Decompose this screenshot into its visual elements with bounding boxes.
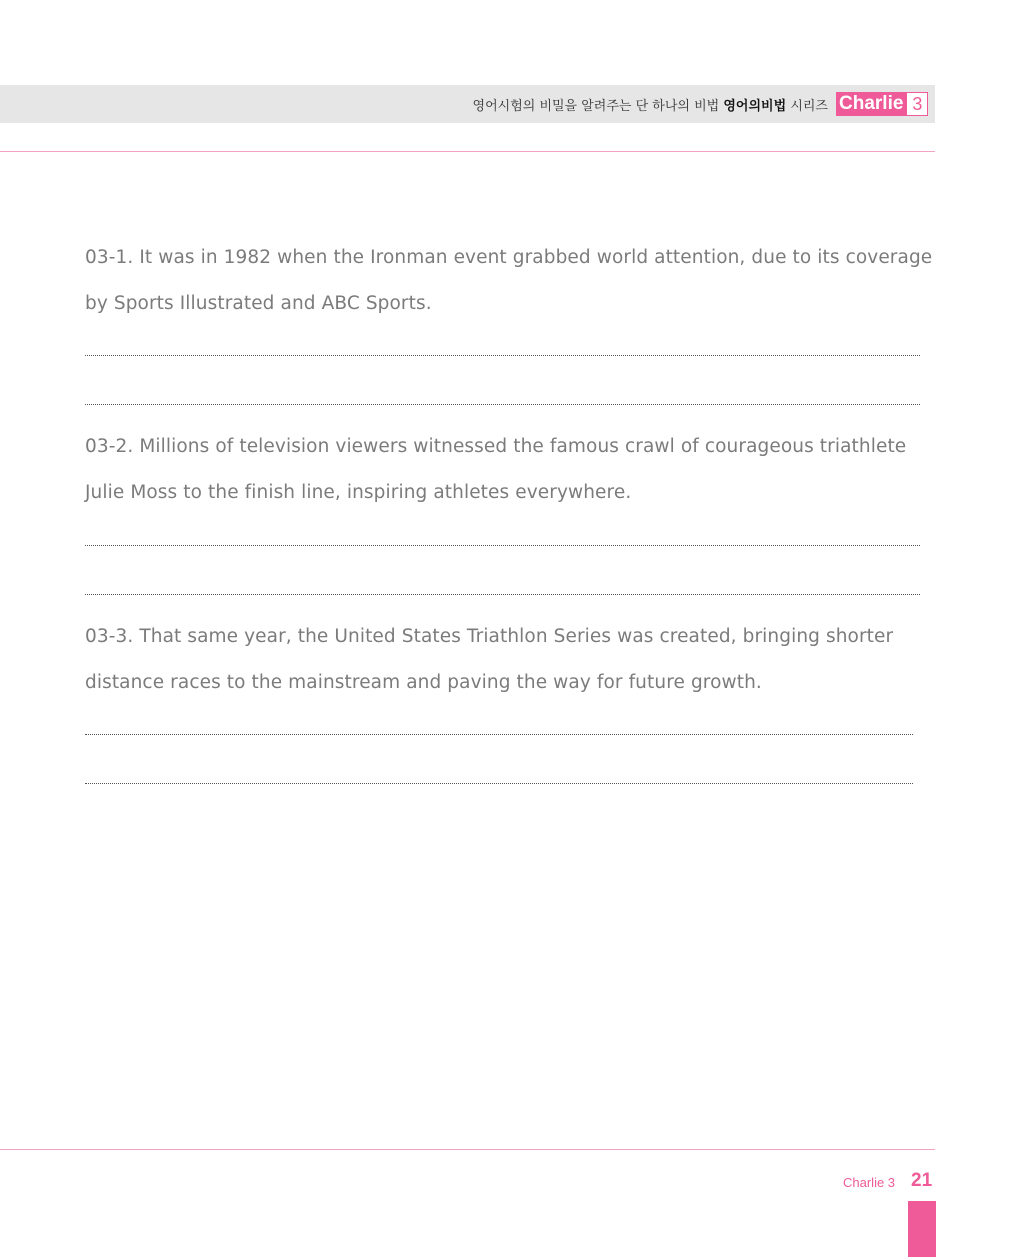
- sentence-line: 03-2. Millions of television viewers witnessed the famous crawl of courageous triathlete: [85, 436, 907, 457]
- exercise-03-2: [85, 424, 937, 516]
- footer-series-label: Charlie 3: [843, 1175, 896, 1190]
- exercise-03-1: [85, 235, 937, 327]
- answer-line[interactable]: [85, 355, 920, 356]
- answer-line[interactable]: [85, 404, 920, 405]
- series-badge: [836, 92, 928, 116]
- tagline-brand: 영어의비법: [723, 99, 787, 114]
- answer-line[interactable]: [85, 783, 913, 784]
- sentence-line: Julie Moss to the finish line, inspiring athletes everywhere.: [85, 482, 632, 503]
- exercise-03-3: [85, 614, 937, 706]
- answer-line[interactable]: [85, 545, 920, 546]
- sentence-line: by Sports Illustrated and ABC Sports.: [85, 293, 432, 314]
- series-tagline: [473, 95, 828, 114]
- series-badge-number: 3: [907, 92, 928, 116]
- sentence-line: 03-1. It was in 1982 when the Ironman event grabbed world attention, due to its coverage: [85, 247, 933, 268]
- header-divider: [0, 151, 935, 152]
- sentence-line: distance races to the mainstream and paving the way for future growth.: [85, 672, 762, 693]
- series-badge-name: Charlie: [836, 92, 907, 116]
- page-tab-marker: [908, 1201, 936, 1257]
- tagline-prefix: 영어시험의 비밀을 알려주는 단 하나의 비법: [472, 99, 720, 114]
- footer-divider: [0, 1149, 935, 1150]
- answer-line[interactable]: [85, 594, 920, 595]
- answer-line[interactable]: [85, 734, 913, 735]
- tagline-suffix: 시리즈: [790, 99, 828, 114]
- sentence-line: 03-3. That same year, the United States Triathlon Series was created, bringing shorter: [85, 626, 894, 647]
- page-number: 21: [911, 1170, 933, 1191]
